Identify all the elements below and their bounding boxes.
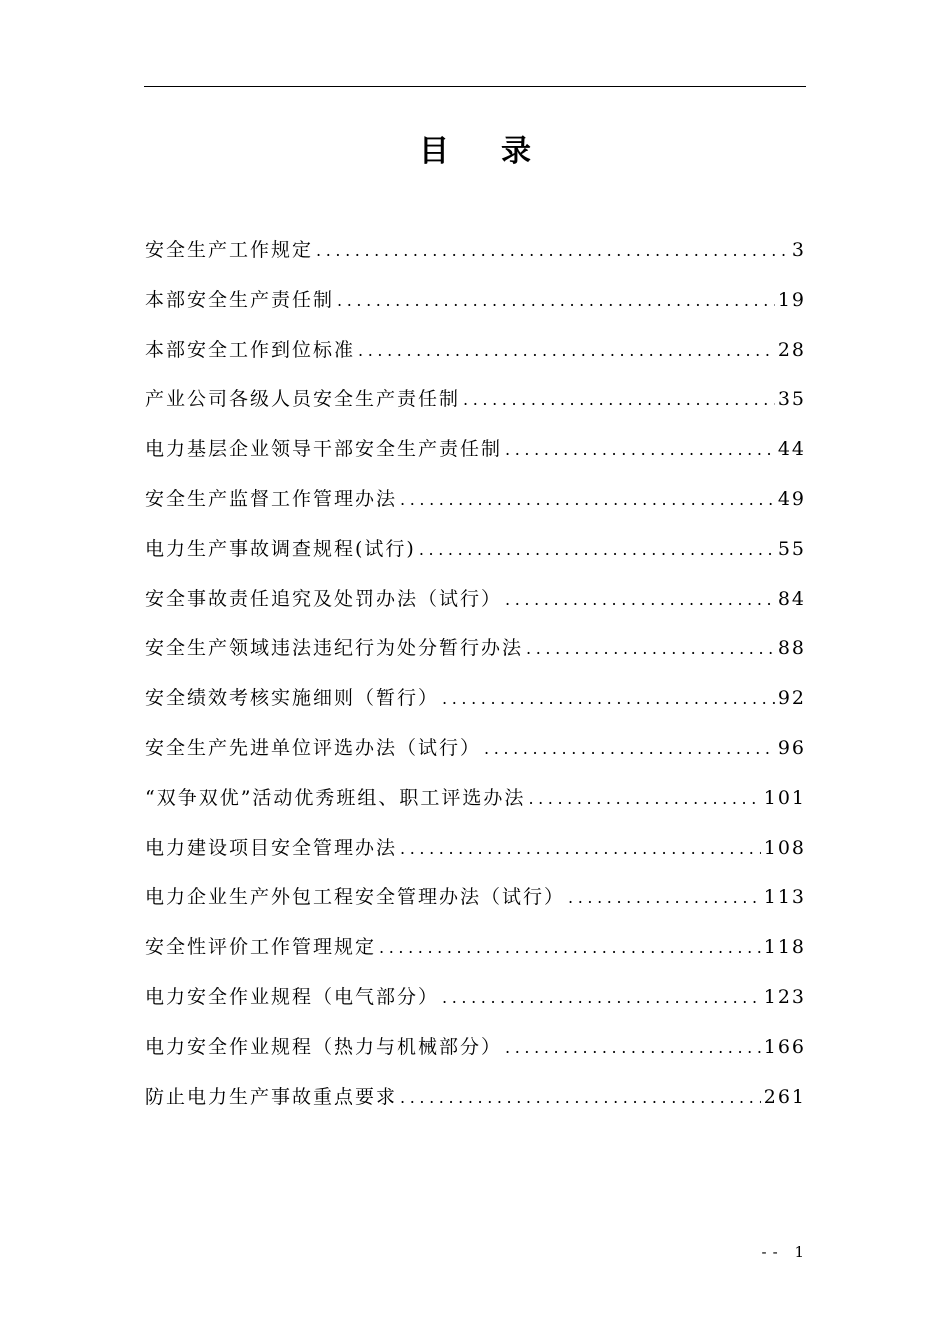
toc-entry[interactable] bbox=[145, 730, 806, 780]
toc-entry-title: 电力安全作业规程（电气部分） bbox=[145, 985, 440, 1008]
toc-entry-page: 108 bbox=[763, 836, 806, 859]
toc-entry[interactable] bbox=[145, 282, 806, 332]
toc-leader-dots bbox=[358, 333, 775, 369]
toc-entry-title: 产业公司各级人员安全生产责任制 bbox=[145, 388, 461, 411]
toc-entry-title: 电力生产事故调查规程(试行) bbox=[145, 537, 416, 560]
toc-leader-dots bbox=[316, 233, 789, 269]
toc-entry-title: 电力基层企业领导干部安全生产责任制 bbox=[145, 438, 503, 461]
toc-entry-title: 安全生产监督工作管理办法 bbox=[145, 487, 398, 510]
toc-entry-page: 123 bbox=[763, 985, 806, 1008]
toc-leader-dots bbox=[505, 582, 775, 618]
toc-entry-title: 安全生产工作规定 bbox=[145, 239, 314, 261]
toc-leader-dots bbox=[528, 781, 760, 817]
toc-entry-page: 49 bbox=[777, 487, 806, 510]
toc-entry-title: 电力安全作业规程（热力与机械部分） bbox=[145, 1035, 503, 1058]
toc-entry-page: 101 bbox=[763, 786, 806, 809]
toc-entry-title: 安全性评价工作管理规定 bbox=[145, 936, 377, 959]
toc-entry[interactable] bbox=[145, 431, 806, 481]
toc-leader-dots bbox=[505, 1030, 761, 1066]
toc-entry-title: 安全绩效考核实施细则（暂行） bbox=[145, 687, 440, 710]
header-rule bbox=[144, 86, 806, 87]
toc-entry-title: 安全生产先进单位评选办法（试行） bbox=[145, 736, 482, 759]
toc-entry-page: 96 bbox=[777, 736, 806, 759]
toc-entry[interactable] bbox=[145, 780, 806, 830]
page-number-footer: -- 1 bbox=[761, 1243, 810, 1261]
toc-leader-dots bbox=[442, 681, 775, 717]
toc-entry-page: 261 bbox=[763, 1085, 806, 1108]
toc-leader-dots bbox=[568, 880, 761, 916]
toc-entry-page: 118 bbox=[763, 936, 806, 959]
toc-entry-title: 安全生产领域违法违纪行为处分暂行办法 bbox=[145, 637, 524, 660]
toc-entry[interactable] bbox=[145, 630, 806, 680]
toc-entry[interactable] bbox=[145, 581, 806, 631]
toc-entry[interactable] bbox=[145, 929, 806, 979]
toc-entry-title: 本部安全工作到位标准 bbox=[145, 338, 356, 361]
toc-entry-page: 88 bbox=[777, 637, 806, 660]
toc-entry[interactable] bbox=[145, 381, 806, 431]
toc-leader-dots bbox=[400, 1080, 761, 1116]
toc-leader-dots bbox=[337, 283, 775, 319]
toc-leader-dots bbox=[400, 482, 775, 518]
toc-leader-dots bbox=[400, 831, 761, 867]
toc-entry[interactable] bbox=[145, 830, 806, 880]
toc-entry[interactable] bbox=[145, 531, 806, 581]
toc-entry-page: 92 bbox=[777, 687, 806, 710]
toc-entry[interactable] bbox=[145, 680, 806, 730]
toc-entry[interactable] bbox=[145, 1079, 806, 1129]
table-of-contents bbox=[145, 232, 806, 1128]
toc-entry-title: 本部安全生产责任制 bbox=[145, 288, 335, 311]
toc-entry[interactable] bbox=[145, 232, 806, 282]
toc-entry-title: “双争双优”活动优秀班组、职工评选办法 bbox=[145, 786, 526, 809]
toc-entry-page: 84 bbox=[777, 587, 806, 610]
toc-entry-title: 电力建设项目安全管理办法 bbox=[145, 836, 398, 859]
toc-leader-dots bbox=[484, 731, 775, 767]
toc-entry[interactable] bbox=[145, 1029, 806, 1079]
toc-leader-dots bbox=[526, 631, 775, 667]
toc-entry-title: 安全事故责任追究及处罚办法（试行） bbox=[145, 587, 503, 610]
toc-entry[interactable] bbox=[145, 979, 806, 1029]
toc-entry-page: 19 bbox=[777, 288, 806, 311]
toc-entry[interactable] bbox=[145, 481, 806, 531]
toc-leader-dots bbox=[463, 382, 775, 418]
toc-leader-dots bbox=[505, 432, 775, 468]
toc-entry-page: 55 bbox=[777, 537, 806, 560]
toc-entry[interactable] bbox=[145, 879, 806, 929]
toc-leader-dots bbox=[379, 930, 761, 966]
toc-entry-page: 113 bbox=[763, 886, 806, 909]
toc-entry-title: 电力企业生产外包工程安全管理办法（试行） bbox=[145, 886, 566, 909]
toc-entry-page: 35 bbox=[777, 388, 806, 411]
toc-entry-page: 3 bbox=[791, 239, 806, 261]
toc-entry[interactable] bbox=[145, 332, 806, 382]
toc-leader-dots bbox=[419, 532, 775, 568]
toc-entry-page: 166 bbox=[763, 1035, 806, 1058]
page-title: 目录 bbox=[419, 134, 583, 169]
toc-entry-title: 防止电力生产事故重点要求 bbox=[145, 1085, 398, 1108]
toc-entry-page: 44 bbox=[777, 438, 806, 461]
toc-entry-page: 28 bbox=[777, 338, 806, 361]
toc-leader-dots bbox=[442, 980, 761, 1016]
